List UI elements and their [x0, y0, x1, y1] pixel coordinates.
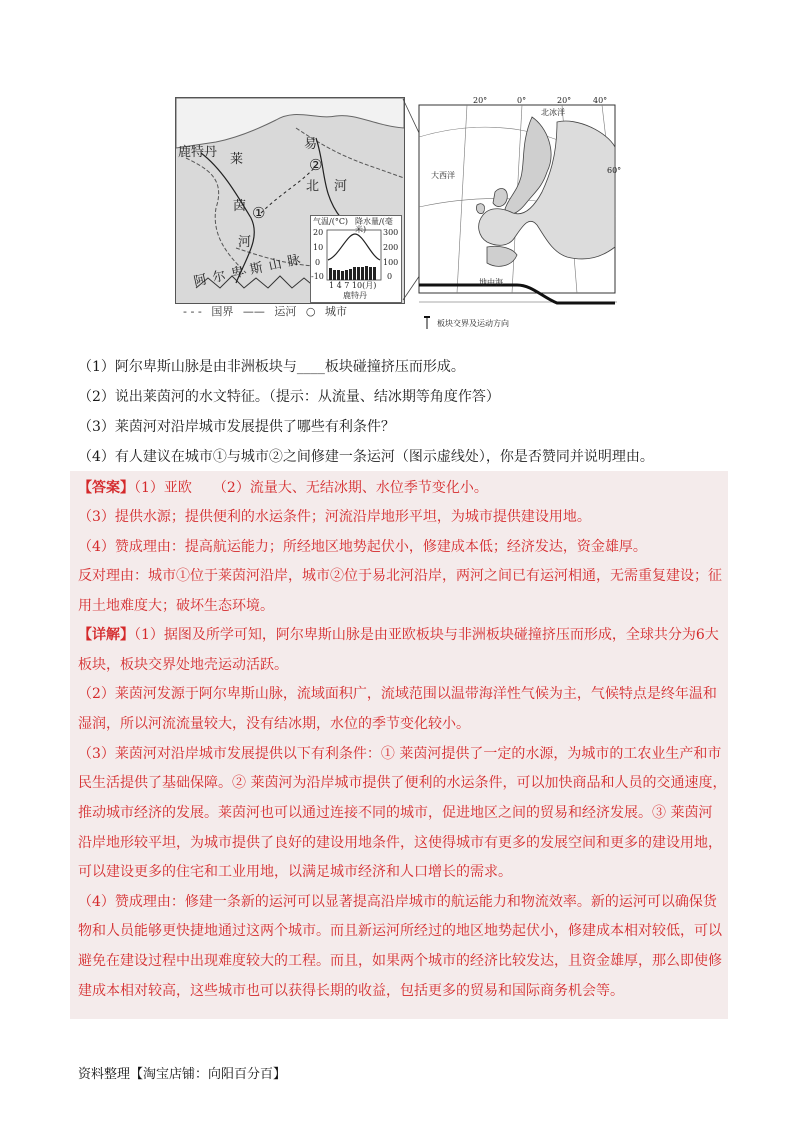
label-river-bei: 北: [306, 179, 320, 194]
detail-line-4: 湿润，所以河流流量较大，没有结冰期，水位的季节变化较小。: [78, 716, 470, 732]
map-legend: [183, 303, 353, 319]
question-1: （1）阿尔卑斯山脉是由非洲板块与____板块碰撞挤压而形成。: [78, 359, 465, 375]
plate-legend: 板块交界及运动方向: [437, 319, 509, 328]
europe-map: [417, 97, 621, 332]
footer-source: 资料整理【淘宝店铺：向阳百分百】: [78, 1067, 287, 1082]
detail-text-1: （1）据图及所学可知，阿尔卑斯山脉是由亚欧板块与非洲板块碰撞挤压而形成，全球共分为6大: [134, 627, 719, 643]
europe-map-drawing: [417, 97, 621, 332]
detail-line-7: 推动城市经济的发展。莱茵河也可以通过连接不同的城市，促进地区之间的贸易和经济发展。③ 莱茵河: [78, 805, 713, 821]
label-mediterranean: 地中海: [479, 278, 503, 287]
climate-y-right-0: 300: [383, 228, 399, 237]
climate-place: 鹿特丹: [343, 291, 367, 300]
answer-text-1: （1）亚欧 （2）流量大、无结冰期、水位季节变化小。: [134, 480, 488, 496]
lon-label-3: 40°: [593, 97, 608, 105]
legend-city-icon: ○: [305, 305, 316, 318]
legend-border: 国界: [211, 305, 234, 318]
climate-precip-label: 降水量/(毫米): [355, 217, 393, 234]
detail-line-11: 物和人员能够更快捷地通过这两个城市。而且新运河所经过的地区地势起伏小，修建成本相对较低，可以: [78, 923, 722, 939]
detail-line-3: （2）莱茵河发源于阿尔卑斯山脉，流域面积广，流域范围以温带海洋性气候为主，气候特点是终年温和: [78, 686, 717, 702]
lon-label-1: 0°: [517, 97, 527, 105]
detail-line-10: （4）赞成理由：修建一条新的运河可以显著提高沿岸城市的航运能力和物流效率。新的运河可以确保货: [78, 894, 717, 910]
climate-y-right-3: 0: [387, 272, 393, 281]
label-river-yi: 易: [304, 137, 318, 152]
label-rotterdam: 鹿特丹: [178, 145, 218, 160]
city-2-marker: ②: [309, 156, 323, 174]
lon-label-2: 20°: [557, 97, 572, 105]
climate-y-left-3: -10: [311, 272, 324, 281]
legend-city: 城市: [325, 305, 348, 318]
label-river-yin: 茵: [233, 199, 247, 214]
label-river-he1: 河: [334, 179, 348, 194]
answer-tag: 【答案】: [78, 480, 134, 496]
label-alps: 阿 尔 卑 斯 山 脉: [192, 252, 303, 290]
label-river-he2: 河: [238, 235, 252, 250]
lat-label-60: 60°: [607, 166, 621, 175]
germany-map: [175, 97, 405, 304]
city-1-marker: ①: [252, 204, 266, 222]
detail-line-9: 可以建设更多的住宅和工业用地，以满足城市经济和人口增长的需求。: [78, 864, 512, 880]
label-river-lai: 莱: [230, 152, 244, 167]
detail-line-5: （3）莱茵河对沿岸城市发展提供以下有利条件：① 莱茵河提供了一定的水源，为城市的工农业生产和市: [78, 746, 722, 762]
detail-line-6: 民生活提供了基础保障。② 莱茵河为沿岸城市提供了便利的水运条件，可以加快商品和人员的交通速度，: [78, 775, 727, 791]
label-atlantic: 大西洋: [431, 171, 455, 180]
detail-line-2: 板块，板块交界处地壳运动活跃。: [78, 657, 288, 673]
legend-canal: 运河: [274, 305, 297, 318]
climate-y-left-2: 0: [315, 258, 321, 267]
climate-y-left-1: 10: [313, 243, 324, 252]
climate-temp-label: 气温/(°C): [313, 217, 349, 226]
question-2: （2）说出莱茵河的水文特征。（提示：从流量、结冰期等角度作答）: [78, 389, 500, 405]
lon-label-0: 20°: [473, 97, 488, 105]
climate-chart: [310, 215, 402, 303]
legend-canal-line: ——: [242, 305, 265, 318]
climate-y-left-0: 20: [313, 228, 324, 237]
answer-line-1: [78, 478, 488, 498]
answer-line-3: （4）赞成理由：提高航运能力；所经地区地势起伏小，修建成本低；经济发达，资金雄厚。: [78, 539, 647, 555]
question-3: （3）莱茵河对沿岸城市发展提供了哪些有利条件？: [78, 419, 395, 435]
detail-line-8: 沿岸地形较平坦，为城市提供了良好的建设用地条件，这使得城市有更多的发展空间和更多的建设用地，: [78, 835, 722, 851]
climate-y-right-2: 100: [383, 258, 399, 267]
answer-line-4: 反对理由：城市①位于莱茵河沿岸，城市②位于易北河沿岸，两河之间已有运河相通，无需重复建设；征: [78, 568, 722, 584]
climate-x-ticks: 1 4 7 10(月): [329, 281, 377, 290]
detail-line-12: 避免在建设过程中出现难度较大的工程。而且，如果两个城市的经济比较发达，且资金雄厚，那么即使修: [78, 953, 722, 969]
detail-line-1: [78, 625, 719, 645]
answer-line-5: 用土地难度大；破坏生态环境。: [78, 598, 274, 614]
detail-tag: 【详解】: [78, 627, 134, 643]
climate-y-right-1: 200: [383, 243, 399, 252]
answer-line-2: （3）提供水源；提供便利的水运条件；河流沿岸地形平坦，为城市提供建设用地。: [78, 509, 591, 525]
detail-line-13: 建成本相对较高，这些城市也可以获得长期的收益，包括更多的贸易和国际商务机会等。: [78, 983, 624, 999]
question-4: （4）有人建议在城市①与城市②之间修建一条运河（图示虚线处），你是否赞同并说明理由。: [78, 449, 654, 465]
legend-border-line: - - -: [183, 305, 202, 318]
label-arctic: 北冰洋: [541, 108, 565, 117]
